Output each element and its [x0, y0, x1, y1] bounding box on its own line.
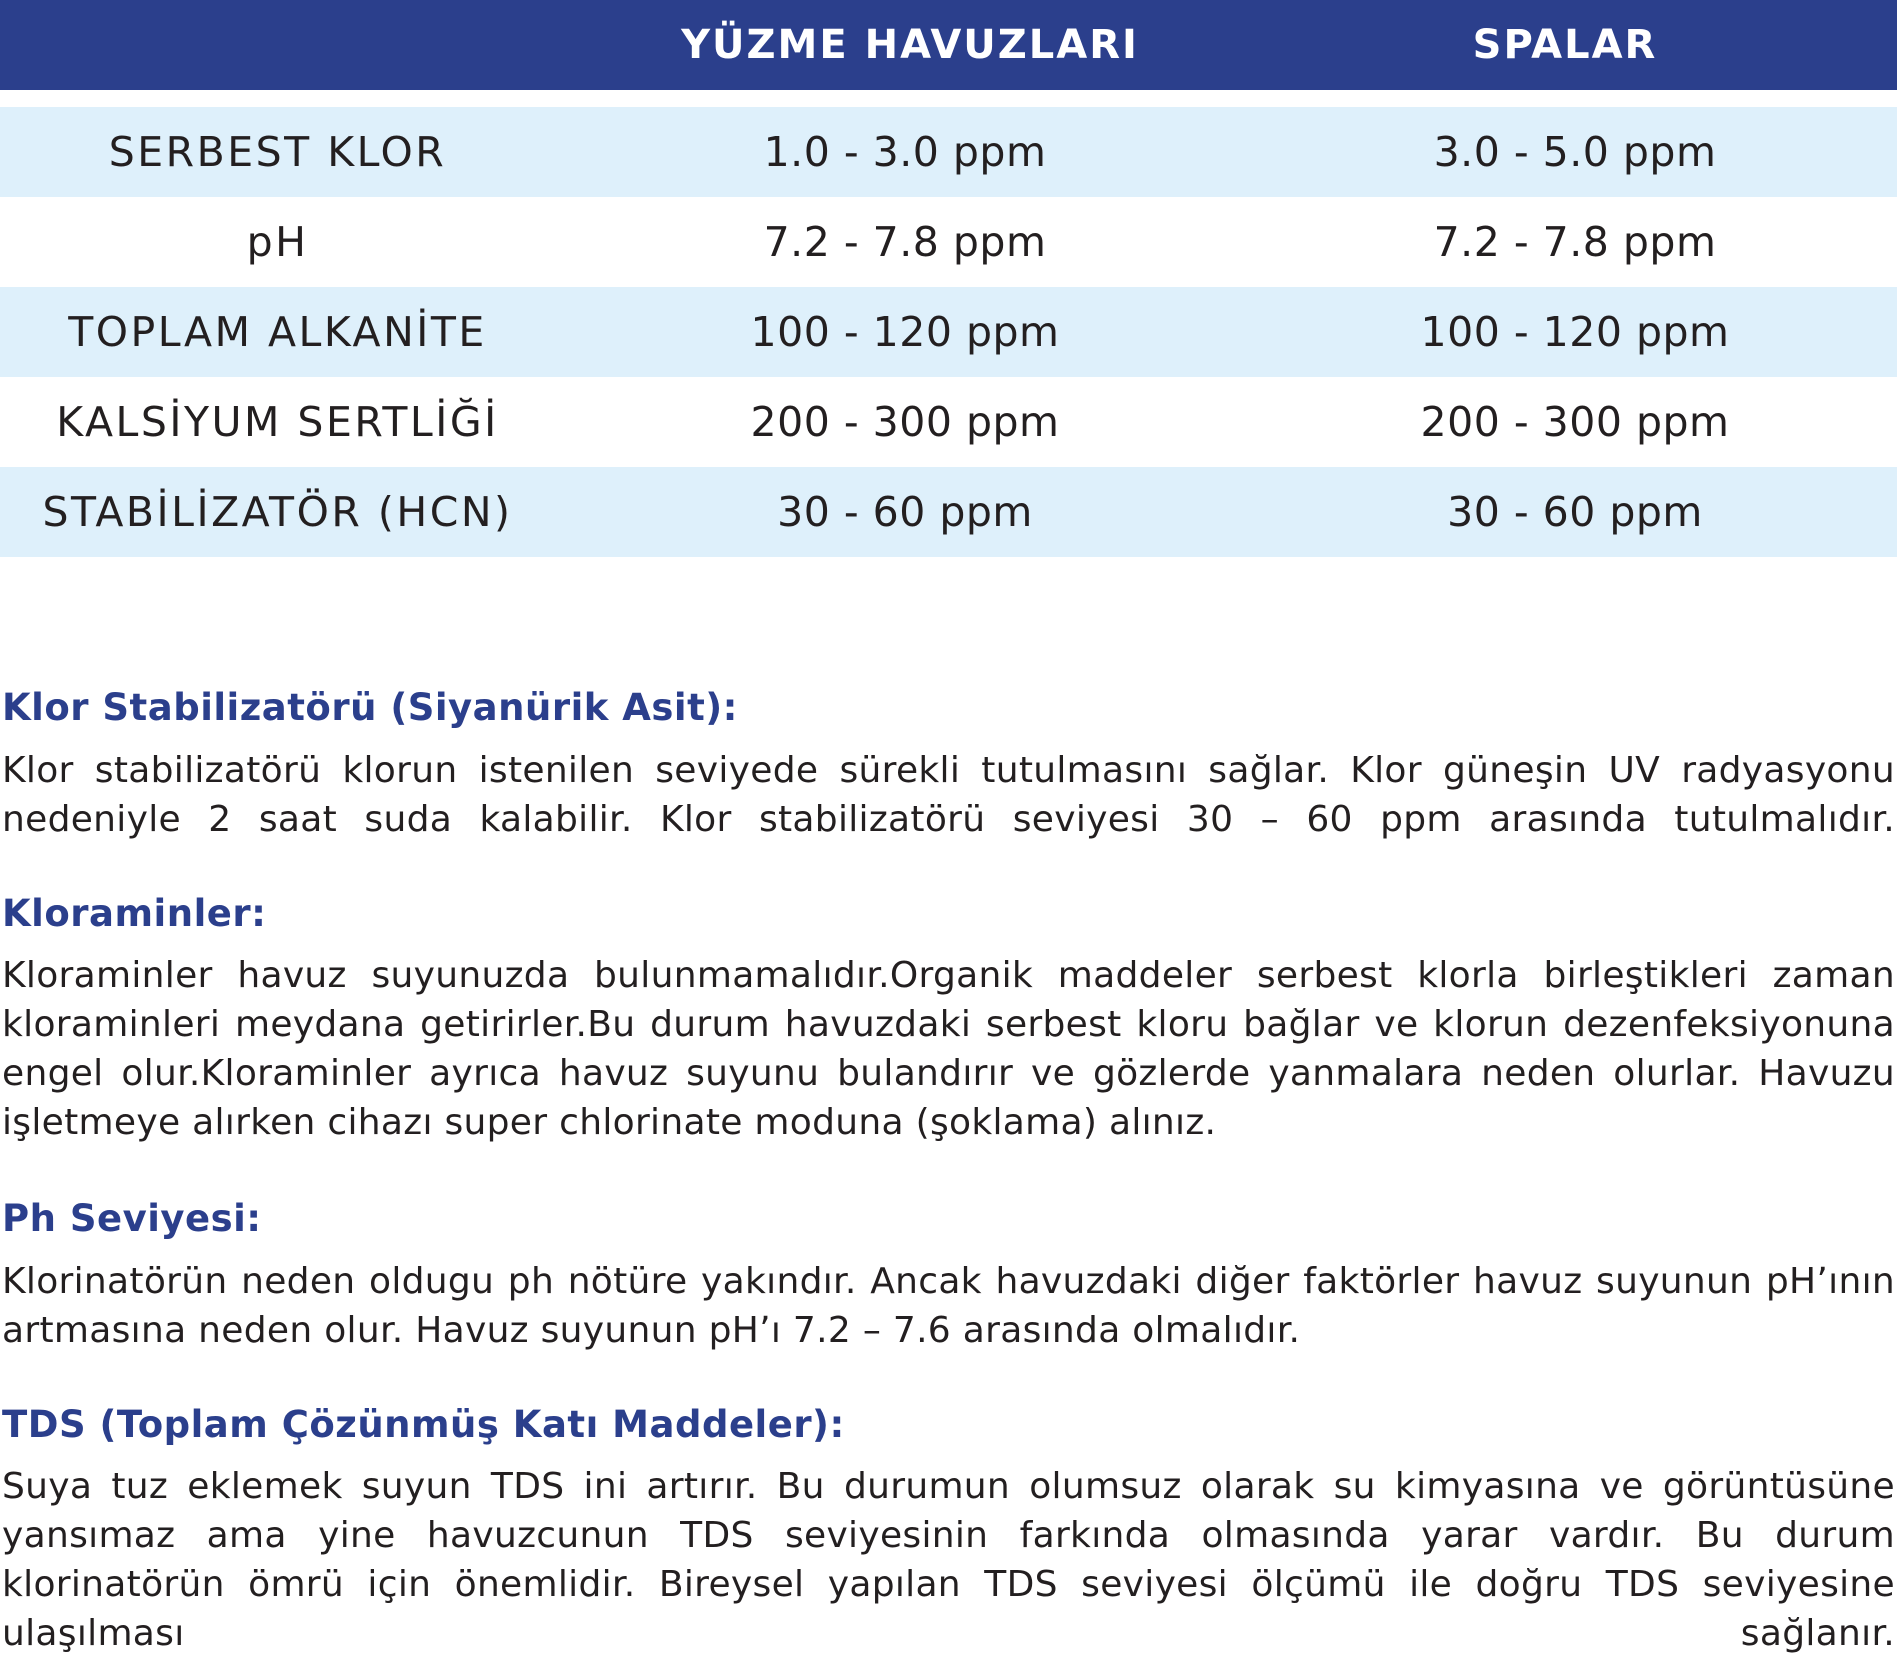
header-spas: SPALAR	[1472, 22, 1658, 68]
section-title-ph-level: Ph Seviyesi:	[2, 1197, 262, 1240]
parameter-name: SERBEST KLOR	[108, 128, 447, 176]
table-row	[0, 107, 1897, 197]
section-body-chlorine-stabilizer: Klor stabilizatörü klorun istenilen seviyede sürekli tutulmasını sağlar. Klor güneşin UV radyasyonu nedeniyle 2 saat suda kalabilir. Klor stabilizatörü seviyesi 30 – 60 ppm arasında tutulmalıdır.	[2, 750, 1895, 840]
table-row	[0, 287, 1897, 377]
pool-value: 200 - 300 ppm	[750, 398, 1060, 446]
table-row	[0, 377, 1897, 467]
section-title-chloramines: Kloraminler:	[2, 892, 267, 935]
parameter-name: TOPLAM ALKANİTE	[68, 308, 487, 356]
section-title-chlorine-stabilizer: Klor Stabilizatörü (Siyanürik Asit):	[2, 686, 738, 729]
pool-value: 30 - 60 ppm	[777, 488, 1033, 536]
section-title-tds: TDS (Toplam Çözünmüş Katı Maddeler):	[2, 1403, 845, 1446]
spa-value: 30 - 60 ppm	[1447, 488, 1703, 536]
pool-value: 7.2 - 7.8 ppm	[763, 218, 1047, 266]
section-body-ph-level: Klorinatörün neden oldugu ph nötüre yakındır. Ancak havuzdaki diğer faktörler havuz suyunun pH’ının artmasına neden olur. Havuz suyunun pH’ı 7.2 – 7.6 arasında olmalıdır.	[2, 1261, 1895, 1351]
header-swimming-pools: YÜZME HAVUZLARI	[681, 22, 1139, 68]
pool-value: 1.0 - 3.0 ppm	[763, 128, 1047, 176]
table-row	[0, 197, 1897, 287]
section-body-tds: Suya tuz eklemek suyun TDS ini artırır. Bu durumun olumsuz olarak su kimyasına ve görüntüsüne yansımaz ama yine havuzcunun TDS seviyesinin farkında olmasında yarar vardır. Bu durum klorinatörün ömrü için önemlidir. Bireysel yapılan TDS seviyesi ölçümü ile doğru TDS seviyesine ulaşılması sağlanır.	[2, 1466, 1895, 1654]
section-body-chloramines: Kloraminler havuz suyunuzda bulunmamalıdır.Organik maddeler serbest klorla birleştikleri zaman kloraminleri meydana getirirler.Bu durum havuzdaki serbest kloru bağlar ve klorun dezenfeksiyonuna engel olur.Kloraminler ayrıca havuz suyunu bulandırır ve gözlerde yanmalara neden olurlar. Havuzu işletmeye alırken cihazı super chlorinate moduna (şoklama) alınız.	[2, 955, 1895, 1143]
table-row	[0, 467, 1897, 557]
pool-value: 100 - 120 ppm	[750, 308, 1060, 356]
spa-value: 100 - 120 ppm	[1420, 308, 1730, 356]
table-header	[0, 0, 1897, 90]
parameter-name: pH	[246, 218, 309, 266]
parameter-name: STABİLİZATÖR (HCN)	[42, 488, 513, 536]
spa-value: 3.0 - 5.0 ppm	[1433, 128, 1717, 176]
spa-value: 200 - 300 ppm	[1420, 398, 1730, 446]
spa-value: 7.2 - 7.8 ppm	[1433, 218, 1717, 266]
parameter-name: KALSİYUM SERTLİĞİ	[56, 398, 499, 446]
